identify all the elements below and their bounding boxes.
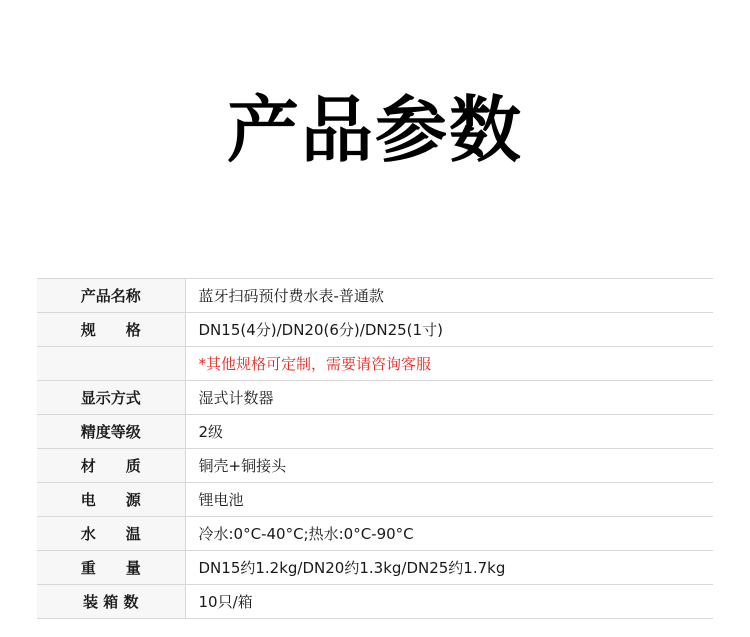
row-value: 2级 <box>185 415 713 449</box>
table-row <box>37 585 713 619</box>
table-row <box>37 381 713 415</box>
row-value: DN15约1.2kg/DN20约1.3kg/DN25约1.7kg <box>185 551 713 585</box>
row-label: 装 箱 数 <box>37 585 185 619</box>
table-row <box>37 551 713 585</box>
row-label: 精度等级 <box>37 415 185 449</box>
row-value: 冷水:0°C-40°C;热水:0°C-90°C <box>185 517 713 551</box>
row-value: DN15(4分)/DN20(6分)/DN25(1寸) <box>185 313 713 347</box>
table-row <box>37 517 713 551</box>
page-title-block <box>0 0 750 250</box>
row-value: 锂电池 <box>185 483 713 517</box>
table-row <box>37 347 713 381</box>
row-value: 湿式计数器 <box>185 381 713 415</box>
table-row <box>37 483 713 517</box>
row-label: 显示方式 <box>37 381 185 415</box>
table-row <box>37 415 713 449</box>
table-row <box>37 313 713 347</box>
row-value: 铜壳+铜接头 <box>185 449 713 483</box>
specification-table <box>37 278 713 619</box>
row-value: 蓝牙扫码预付费水表-普通款 <box>185 279 713 313</box>
row-label <box>37 347 185 381</box>
row-value-note: *其他规格可定制，需要请咨询客服 <box>185 347 713 381</box>
row-label: 规 格 <box>37 313 185 347</box>
row-label: 产品名称 <box>37 279 185 313</box>
page-title: 产品参数 <box>226 88 523 172</box>
row-label: 电 源 <box>37 483 185 517</box>
specification-table-body <box>37 279 713 619</box>
table-row <box>37 449 713 483</box>
row-label: 水 温 <box>37 517 185 551</box>
row-label: 重 量 <box>37 551 185 585</box>
row-label: 材 质 <box>37 449 185 483</box>
row-value: 10只/箱 <box>185 585 713 619</box>
table-row <box>37 279 713 313</box>
